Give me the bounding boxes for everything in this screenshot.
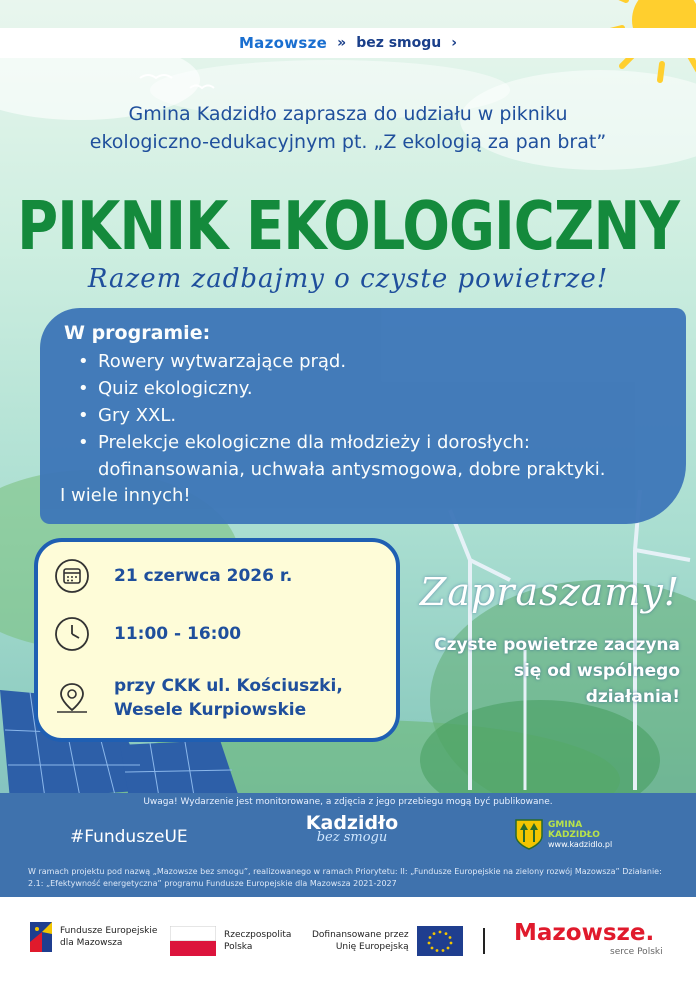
mazowsze-footer-logo: Mazowsze. (514, 920, 655, 946)
polish-flag-icon (170, 926, 216, 956)
intro-line-1: Gmina Kadzidło zaprasza do udziału w pikniku (128, 103, 568, 125)
event-time: 11:00 - 16:00 (114, 624, 242, 644)
gmina-kadzidlo-logo (514, 818, 612, 850)
invite-line-1: Czyste powietrze zaczyna (434, 635, 680, 655)
invite-line-2: się od wspólnego (513, 661, 680, 681)
event-place-line-1: przy CKK ul. Kościuszki, (114, 676, 343, 696)
event-place-line-2: Wesele Kurpiowskie (114, 700, 307, 720)
rp-text (224, 929, 291, 953)
place-row (54, 674, 343, 722)
fundusze-line-1: Fundusze Europejskie (60, 926, 158, 936)
ue-logo (312, 926, 463, 956)
gmina-logo-text (548, 820, 612, 849)
bez-smogu-label: bez smogu (356, 35, 442, 51)
date-row (54, 558, 292, 594)
ue-line-1: Dofinansowane przez (312, 930, 409, 940)
kadzidlo-logo-sub: bez smogu (316, 830, 388, 845)
invite-heading: Zapraszamy! (419, 570, 681, 614)
chevron-double-icon: » (337, 35, 347, 51)
kadzidlo-logo-text: Kadzidło (305, 812, 399, 834)
mazowsze-logo: Mazowsze (238, 34, 328, 52)
page-title: PIKNIK EKOLOGICZNY (17, 188, 679, 266)
gmina-url: www.kadzidlo.pl (548, 839, 613, 849)
clock-icon (54, 616, 90, 652)
list-item: • Gry XXL. (74, 402, 672, 429)
rp-line-2: Polska (224, 942, 253, 952)
gmina-line-2: KADZIDŁO (548, 829, 600, 840)
rp-logo (170, 926, 291, 956)
coat-of-arms-icon (514, 818, 544, 850)
gmina-line-1: GMINA (548, 819, 583, 830)
event-info-box (34, 538, 400, 742)
list-item: • Prelekcje ekologiczne dla młodzieży i dorosłych: dofinansowania, uchwała antysmogowa, dobre praktyki. (74, 429, 672, 483)
program-list (74, 348, 672, 483)
top-banner (0, 28, 696, 58)
hashtag: #FunduszeUE (70, 827, 188, 847)
chevron-right-icon: › (451, 35, 458, 51)
monitoring-notice: Uwaga! Wydarzenie jest monitorowane, a zdjęcia z jego przebiegu mogą być publikowane. (143, 797, 553, 807)
rp-line-1: Rzeczpospolita (224, 930, 292, 940)
fundusze-logo (28, 920, 157, 954)
ue-line-2: Unię Europejską (335, 942, 409, 952)
ue-text (312, 929, 409, 953)
fundusze-text (60, 925, 157, 949)
event-date: 21 czerwca 2026 r. (114, 566, 293, 586)
fundusze-line-2: dla Mazowsza (60, 938, 123, 948)
footer-divider (483, 928, 485, 954)
list-item: • Quiz ekologiczny. (74, 375, 672, 402)
project-info: W ramach projektu pod nazwą „Mazowsze bez smogu”, realizowanego w ramach Priorytetu: II: „Fundusze Europejskie na zielony rozwój Mazowsza” Działanie: 2.1: „Efektywność energetyczna” programu Fundusze Europejskie dla Mazowsza 2021-2027 (28, 867, 662, 888)
eu-flag-icon (417, 926, 463, 956)
calendar-icon (54, 558, 90, 594)
fundusze-europejskie-icon (28, 920, 54, 954)
intro-line-2: ekologiczno-edukacyjnym pt. „Z ekologią za pan brat” (89, 131, 607, 153)
intro-text (40, 100, 656, 156)
kadzidlo-bez-smogu-logo (296, 812, 408, 845)
invite-line-3: działania! (585, 687, 680, 707)
serce-polski-label: serce Polski (610, 947, 663, 957)
location-pin-icon (54, 680, 90, 716)
program-heading: W programie: (64, 322, 211, 344)
event-place (114, 674, 343, 722)
program-box (40, 308, 686, 524)
program-more: I wiele innych! (60, 485, 191, 506)
time-row (54, 616, 241, 652)
list-item: • Rowery wytwarzające prąd. (74, 348, 672, 375)
tagline: Razem zadbajmy o czyste powietrze! (87, 264, 609, 294)
invite-slogan (410, 632, 680, 710)
